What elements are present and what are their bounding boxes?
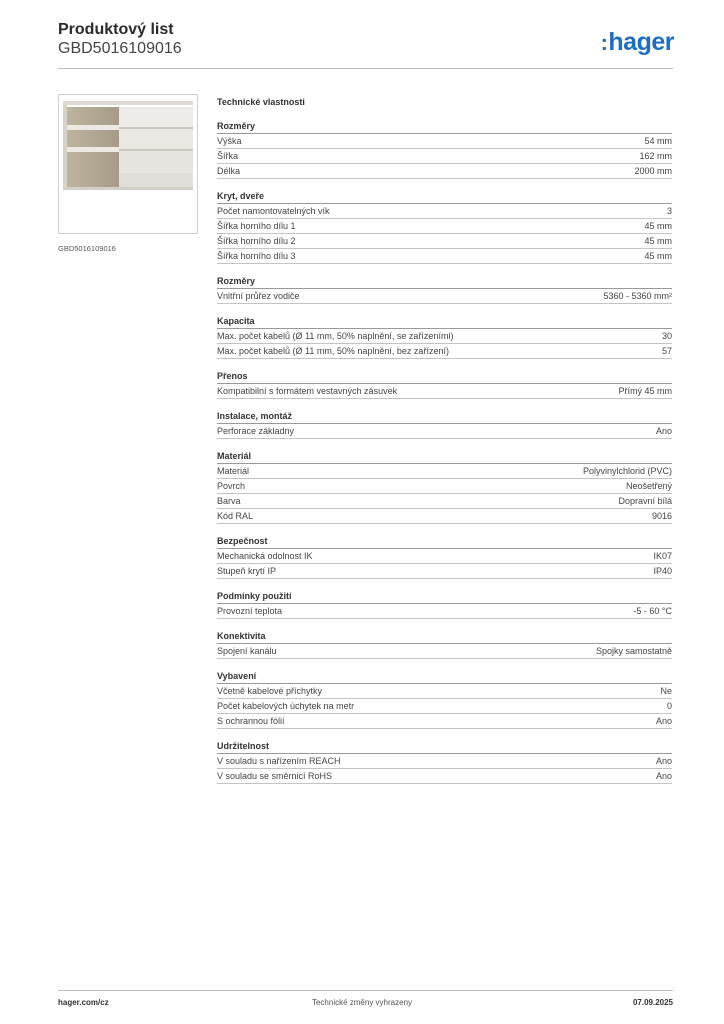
spec-label: Počet kabelových úchytek na metr [217,701,355,711]
spec-group-title: Rozměry [217,274,672,289]
spec-label: Vnitřní průřez vodiče [217,291,300,301]
spec-value: Polyvinylchlorid (PVC) [582,466,672,476]
spec-row [217,204,672,219]
spec-row [217,509,672,524]
spec-value: Přímý 45 mm [618,386,672,396]
spec-value: Ne [660,686,672,696]
spec-value: 3 [666,206,672,216]
spec-value: Ano [655,756,672,766]
spec-value: Dopravní bílá [618,496,672,506]
spec-value: 45 mm [644,236,672,246]
technical-specs [217,95,672,794]
spec-label: V souladu se směrnicí RoHS [217,771,333,781]
spec-label: Včetně kabelové příchytky [217,686,323,696]
header-divider [58,68,673,69]
image-caption: GBD5016109016 [58,244,116,253]
spec-group-title: Kapacita [217,314,672,329]
spec-row [217,234,672,249]
spec-value: 30 [661,331,672,341]
spec-group [217,589,672,619]
spec-label: Spojení kanálu [217,646,277,656]
spec-row [217,149,672,164]
spec-group-title: Kryt, dveře [217,189,672,204]
spec-row [217,164,672,179]
spec-label: Povrch [217,481,246,491]
spec-group-title: Bezpečnost [217,534,672,549]
spec-group-title: Podmínky použití [217,589,672,604]
footer-website-link[interactable]: hager.com/cz [58,998,109,1007]
spec-label: Max. počet kabelů (Ø 11 mm, 50% naplnění, se zařízeními) [217,331,454,341]
spec-value: 162 mm [639,151,672,161]
spec-group-title: Udržitelnost [217,739,672,754]
spec-row [217,134,672,149]
spec-label: Šířka horního dílu 2 [217,236,296,246]
spec-value: 0 [666,701,672,711]
spec-group [217,534,672,579]
spec-row [217,219,672,234]
spec-group [217,739,672,784]
spec-label: Výška [217,136,242,146]
spec-group [217,629,672,659]
spec-row [217,464,672,479]
spec-label: Provozní teplota [217,606,283,616]
spec-group [217,669,672,729]
spec-group-title: Konektivita [217,629,672,644]
spec-label: Barva [217,496,241,506]
spec-label: Délka [217,166,241,176]
spec-value: -5 - 60 °C [633,606,672,616]
spec-group [217,314,672,359]
spec-value: Spojky samostatně [595,646,672,656]
spec-label: V souladu s nařízením REACH [217,756,341,766]
footer-date: 07.09.2025 [632,998,673,1007]
spec-label: Max. počet kabelů (Ø 11 mm, 50% naplnění, bez zařízení) [217,346,449,356]
spec-value: 9016 [651,511,672,521]
spec-group-title: Instalace, montáž [217,409,672,424]
spec-label: Šířka horního dílu 3 [217,251,296,261]
spec-label: Stupeň krytí IP [217,566,277,576]
spec-label: Materiál [217,466,250,476]
spec-row [217,769,672,784]
spec-row [217,494,672,509]
specs-title: Technické vlastnosti [217,97,305,107]
spec-group-title: Rozměry [217,119,672,134]
spec-row [217,289,672,304]
spec-label: Šířka [217,151,239,161]
spec-value: 45 mm [644,221,672,231]
spec-label: Mechanická odolnost IK [217,551,313,561]
spec-label: Perforace základny [217,426,295,436]
footer-note: Technické změny vyhrazeny [311,998,413,1007]
spec-group [217,189,672,264]
spec-row [217,249,672,264]
spec-group [217,409,672,439]
spec-value: 45 mm [644,251,672,261]
spec-value: IK07 [653,551,672,561]
spec-groups [217,119,672,784]
spec-row [217,684,672,699]
spec-row [217,329,672,344]
product-code: GBD5016109016 [58,40,182,57]
spec-value: 5360 - 5360 mm² [603,291,672,301]
spec-group-title: Materiál [217,449,672,464]
spec-row [217,699,672,714]
spec-value: Ano [655,771,672,781]
spec-value: Neošetřený [625,481,672,491]
spec-value: 54 mm [644,136,672,146]
spec-group [217,449,672,524]
spec-value: Ano [655,426,672,436]
spec-value: 2000 mm [634,166,672,176]
footer-divider [58,990,673,991]
spec-value: IP40 [653,566,672,576]
hager-logo[interactable]: :hager [600,28,674,56]
spec-group [217,369,672,399]
product-image [58,94,198,234]
spec-label: S ochrannou fólií [217,716,285,726]
spec-label: Počet namontovatelných vík [217,206,330,216]
spec-row [217,424,672,439]
spec-group [217,274,672,304]
spec-row [217,564,672,579]
spec-value: Ano [655,716,672,726]
spec-row [217,604,672,619]
spec-group [217,119,672,179]
spec-row [217,754,672,769]
spec-row [217,384,672,399]
spec-row [217,344,672,359]
spec-value: 57 [661,346,672,356]
spec-row [217,549,672,564]
spec-label: Kompatibilní s formátem vestavných zásuvek [217,386,398,396]
spec-row [217,479,672,494]
spec-group-title: Přenos [217,369,672,384]
spec-row [217,714,672,729]
spec-label: Šířka horního dílu 1 [217,221,296,231]
spec-group-title: Vybavení [217,669,672,684]
spec-row [217,644,672,659]
spec-label: Kód RAL [217,511,254,521]
page-title: Produktový list [58,21,174,38]
